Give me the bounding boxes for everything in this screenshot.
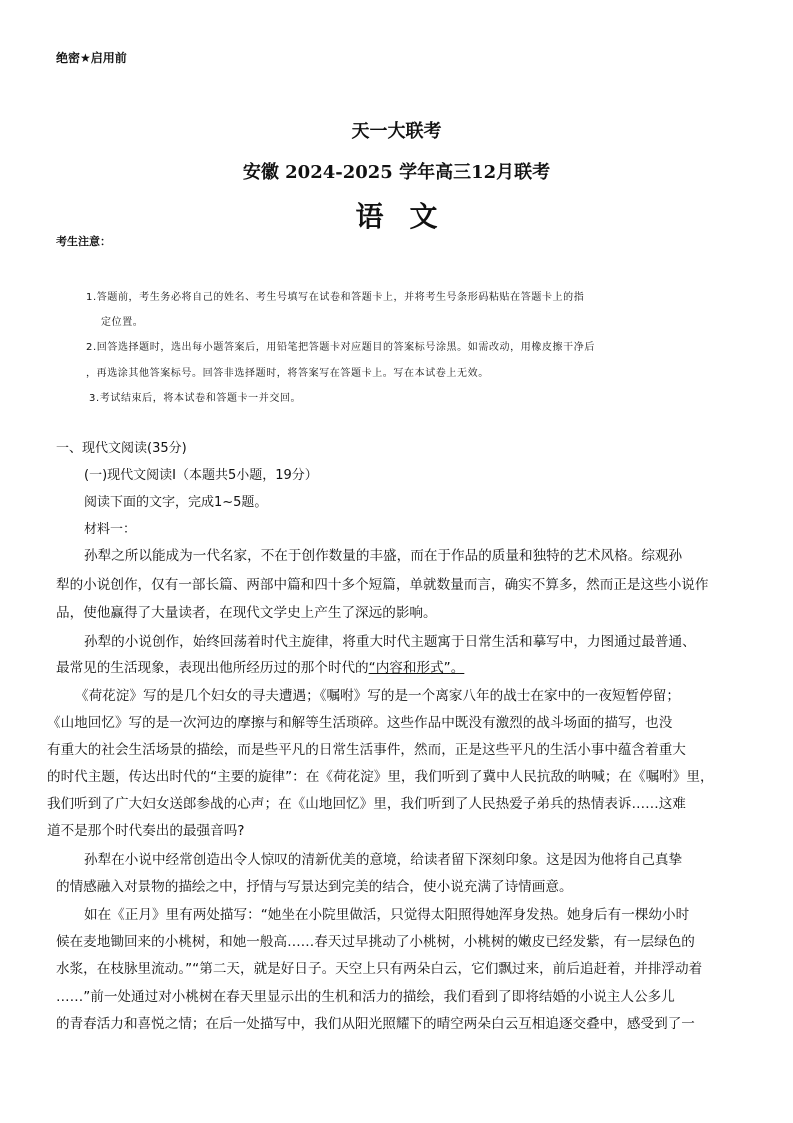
- subsection-heading: (一)现代文阅读Ⅰ（本题共5小题，19分）: [84, 468, 318, 483]
- paragraph-line: 水浆，在枝脉里流动。”“第二天，就是好日子。天空上只有两朵白云，它们飘过来，前后追赶着，并排浮动着: [56, 961, 703, 977]
- subject-title: 语文: [355, 200, 464, 233]
- notice-line-2: 定位置。: [101, 317, 144, 328]
- paragraph-line: 《荷花淀》写的是几个妇女的寻夫遭遇；《嘱咐》写的是一个离家八年的战士在家中的一夜短暂停留；: [75, 688, 680, 704]
- paragraph-line: 如在《正月》里有两处描写：“她坐在小院里做活，只觉得太阳照得她浑身发热。她身后有一棵幼小时: [84, 907, 690, 923]
- secret-label: 绝密★启用前: [56, 51, 127, 65]
- paragraph-line: 犁的小说创作，仅有一部长篇、两部中篇和四十多个短篇，单就数量而言，确实不算多，然而正是这些小说作: [56, 577, 709, 593]
- section-heading: 一、现代文阅读(35分): [56, 441, 187, 456]
- paragraph-text: 最常见的生活现象，表现出他所经历过的那个时代的: [56, 660, 369, 676]
- exam-name-title: 安徽 2024-2025 学年高三12月联考: [242, 162, 551, 183]
- underlined-quote: “内容和形式”。: [368, 660, 465, 676]
- paragraph-line: 的青春活力和喜悦之情；在后一处描写中，我们从阳光照耀下的晴空两朵白云互相追逐交叠中，感受到了一: [56, 1016, 695, 1032]
- notice-line-5: 3.考试结束后，将本试卷和答题卡一并交回。: [89, 393, 302, 404]
- exam-organizer-title: 天一大联考: [351, 121, 442, 142]
- paragraph-line: 的情感融入对景物的描绘之中，抒情与写景达到完美的结合，使小说充满了诗情画意。: [56, 879, 573, 895]
- material-label: 材料一：: [84, 522, 137, 537]
- notice-heading: 考生注意：: [56, 235, 111, 248]
- paragraph-line: 候在麦地锄回来的小桃树，和她一般高……春天过早挑动了小桃树，小桃树的嫩皮已经发紫，有一层绿色的: [56, 934, 695, 950]
- paragraph-line: 孙犁在小说中经常创造出令人惊叹的清新优美的意境，给读者留下深刻印象。这是因为他将自己真挚: [84, 852, 683, 868]
- notice-line-1: 1.答题前，考生务必将自己的姓名、考生号填写在试卷和答题卡上，并将考生号条形码粘贴在答题卡上的指: [86, 292, 585, 303]
- paragraph-line: 道不是那个时代奏出的最强音吗?: [47, 823, 245, 839]
- paragraph-line: 有重大的社会生活场景的描绘，而是些平凡的日常生活事件，然而，正是这些平凡的生活小事中蕴含着重大: [47, 742, 686, 758]
- notice-line-4: ，再选涂其他答案标号。回答非选择题时，将答案写在答题卡上。写在本试卷上无效。: [86, 368, 489, 379]
- paragraph-line: 品，使他赢得了大量读者，在现代文学史上产生了深远的影响。: [56, 605, 437, 621]
- paragraph-line: 我们听到了广大妇女送郎参战的心声；在《山地回忆》里，我们听到了人民热爱子弟兵的热情表诉……这难: [47, 796, 686, 812]
- paragraph-line: 《山地回忆》写的是一次河边的摩擦与和解等生活琐碎。这些作品中既没有激烈的战斗场面的描写，也没: [47, 715, 673, 731]
- paragraph-line: 孙犁之所以能成为一代名家，不在于创作数量的丰盛，而在于作品的质量和独特的艺术风格。综观孙: [84, 548, 683, 564]
- instruction-text: 阅读下面的文字，完成1~5题。: [84, 495, 268, 510]
- paragraph-line: 孙犁的小说创作，始终回荡着时代主旋律，将重大时代主题寓于日常生活和摹写中，力图通过最普通、: [84, 634, 696, 650]
- paragraph-line: [56, 656, 464, 676]
- paragraph-line: 的时代主题，传达出时代的“主要的旋律”：在《荷花淀》里，我们听到了冀中人民抗敌的呐喊；在《嘱咐》里，: [47, 769, 714, 785]
- notice-line-3: 2.回答选择题时，选出每小题答案后，用铅笔把答题卡对应题目的答案标号涂黑。如需改动，用橡皮擦干净后: [86, 342, 595, 353]
- paragraph-line: ……”前一处通过对小桃树在春天里显示出的生机和活力的描绘，我们看到了即将结婚的小说主人公多儿: [56, 989, 675, 1005]
